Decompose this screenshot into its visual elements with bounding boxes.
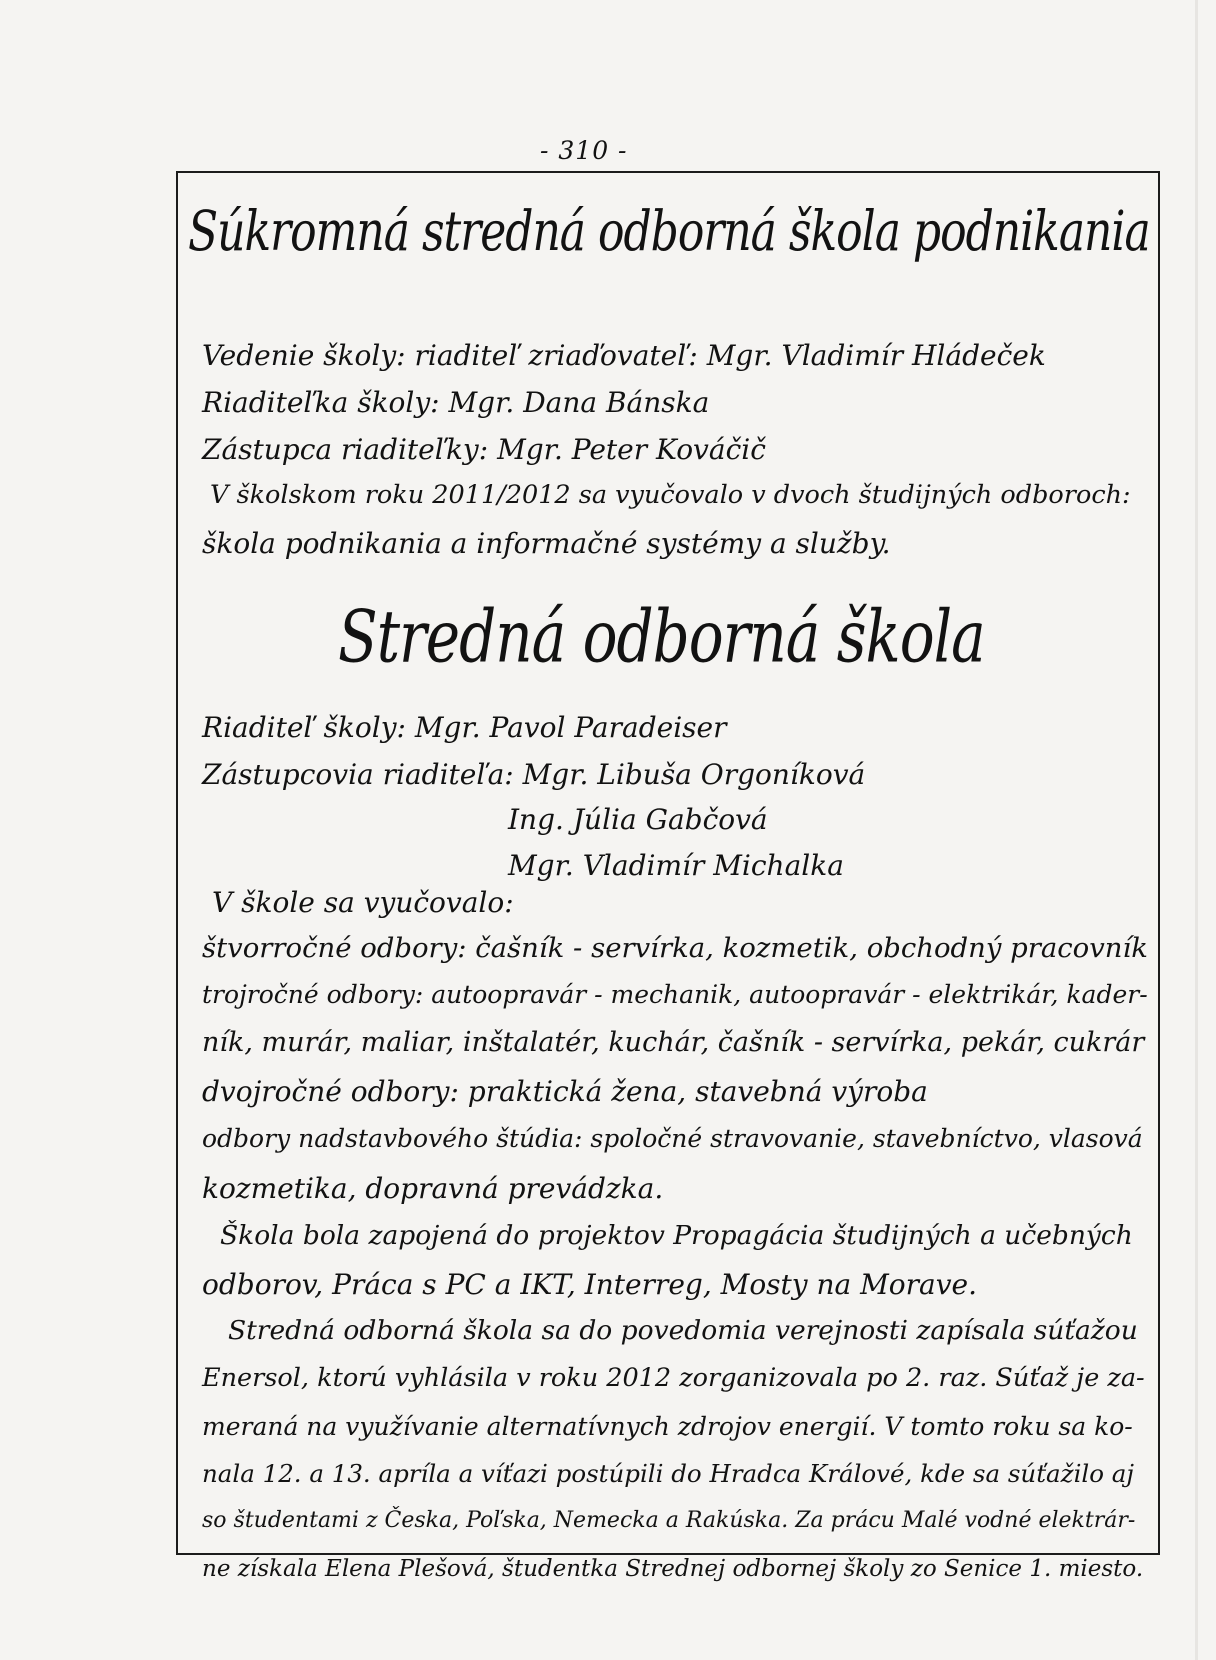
text-line: V školskom roku 2011/2012 sa vyučovalo v dvoch študijných odboroch: — [210, 480, 1131, 510]
text-line: so študentami z Česka, Poľska, Nemecka a Rakúska. Za prácu Malé vodné elektrár- — [202, 1508, 1136, 1533]
text-line: Enersol, ktorú vyhlásila v roku 2012 zorganizovala po 2. raz. Súťaž je za- — [202, 1363, 1145, 1393]
text-line: Zástupca riaditeľky: Mgr. Peter Kováčič — [202, 433, 766, 466]
text-line: Ing. Júlia Gabčová — [508, 803, 768, 836]
text-line: trojročné odbory: autoopravár - mechanik, autoopravár - elektrikár, kader- — [202, 980, 1148, 1009]
text-line: Mgr. Vladimír Michalka — [508, 849, 844, 882]
text-line: Riaditeľka školy: Mgr. Dana Bánska — [202, 386, 710, 419]
text-line: Stredná odborná škola sa do povedomia verejnosti zapísala súťažou — [228, 1315, 1138, 1346]
text-line: Vedenie školy: riaditeľ zriaďovateľ: Mgr. Vladimír Hládeček — [202, 339, 1046, 372]
text-line: ne získala Elena Plešová, študentka Strednej odbornej školy zo Senice 1. miesto. — [202, 1556, 1144, 1582]
heading-secondary-vocational-school: Stredná odborná škola — [338, 593, 985, 679]
text-line: V škole sa vyučovalo: — [212, 886, 514, 919]
text-line: štvorročné odbory: čašník - servírka, kozmetik, obchodný pracovník — [202, 932, 1148, 964]
text-line: ník, murár, maliar, inštalatér, kuchár, čašník - servírka, pekár, cukrár — [202, 1027, 1145, 1058]
page-edge — [1195, 0, 1198, 1660]
text-line: kozmetika, dopravná prevádzka. — [202, 1172, 664, 1205]
text-line: meraná na využívanie alternatívnych zdrojov energií. V tomto roku sa ko- — [202, 1412, 1133, 1441]
text-line: odborov, Práca s PC a IKT, Interreg, Mosty na Morave. — [202, 1268, 978, 1301]
page-number: - 310 - — [540, 136, 628, 165]
text-line: Zástupcovia riaditeľa: Mgr. Libuša Orgoníková — [202, 758, 866, 791]
text-line: odbory nadstavbového štúdia: spoločné stravovanie, stavebníctvo, vlasová — [202, 1124, 1143, 1153]
heading-private-business-school: Súkromná stredná odborná škola podnikania — [188, 200, 1150, 264]
text-line: Riaditeľ školy: Mgr. Pavol Paradeiser — [202, 711, 727, 744]
text-line: dvojročné odbory: praktická žena, stavebná výroba — [202, 1075, 928, 1108]
text-line: Škola bola zapojená do projektov Propagácia študijných a učebných — [220, 1220, 1133, 1251]
text-line: nala 12. a 13. apríla a víťazi postúpili do Hradca Králové, kde sa súťažilo aj — [202, 1459, 1134, 1488]
text-line: škola podnikania a informačné systémy a služby. — [202, 527, 891, 560]
